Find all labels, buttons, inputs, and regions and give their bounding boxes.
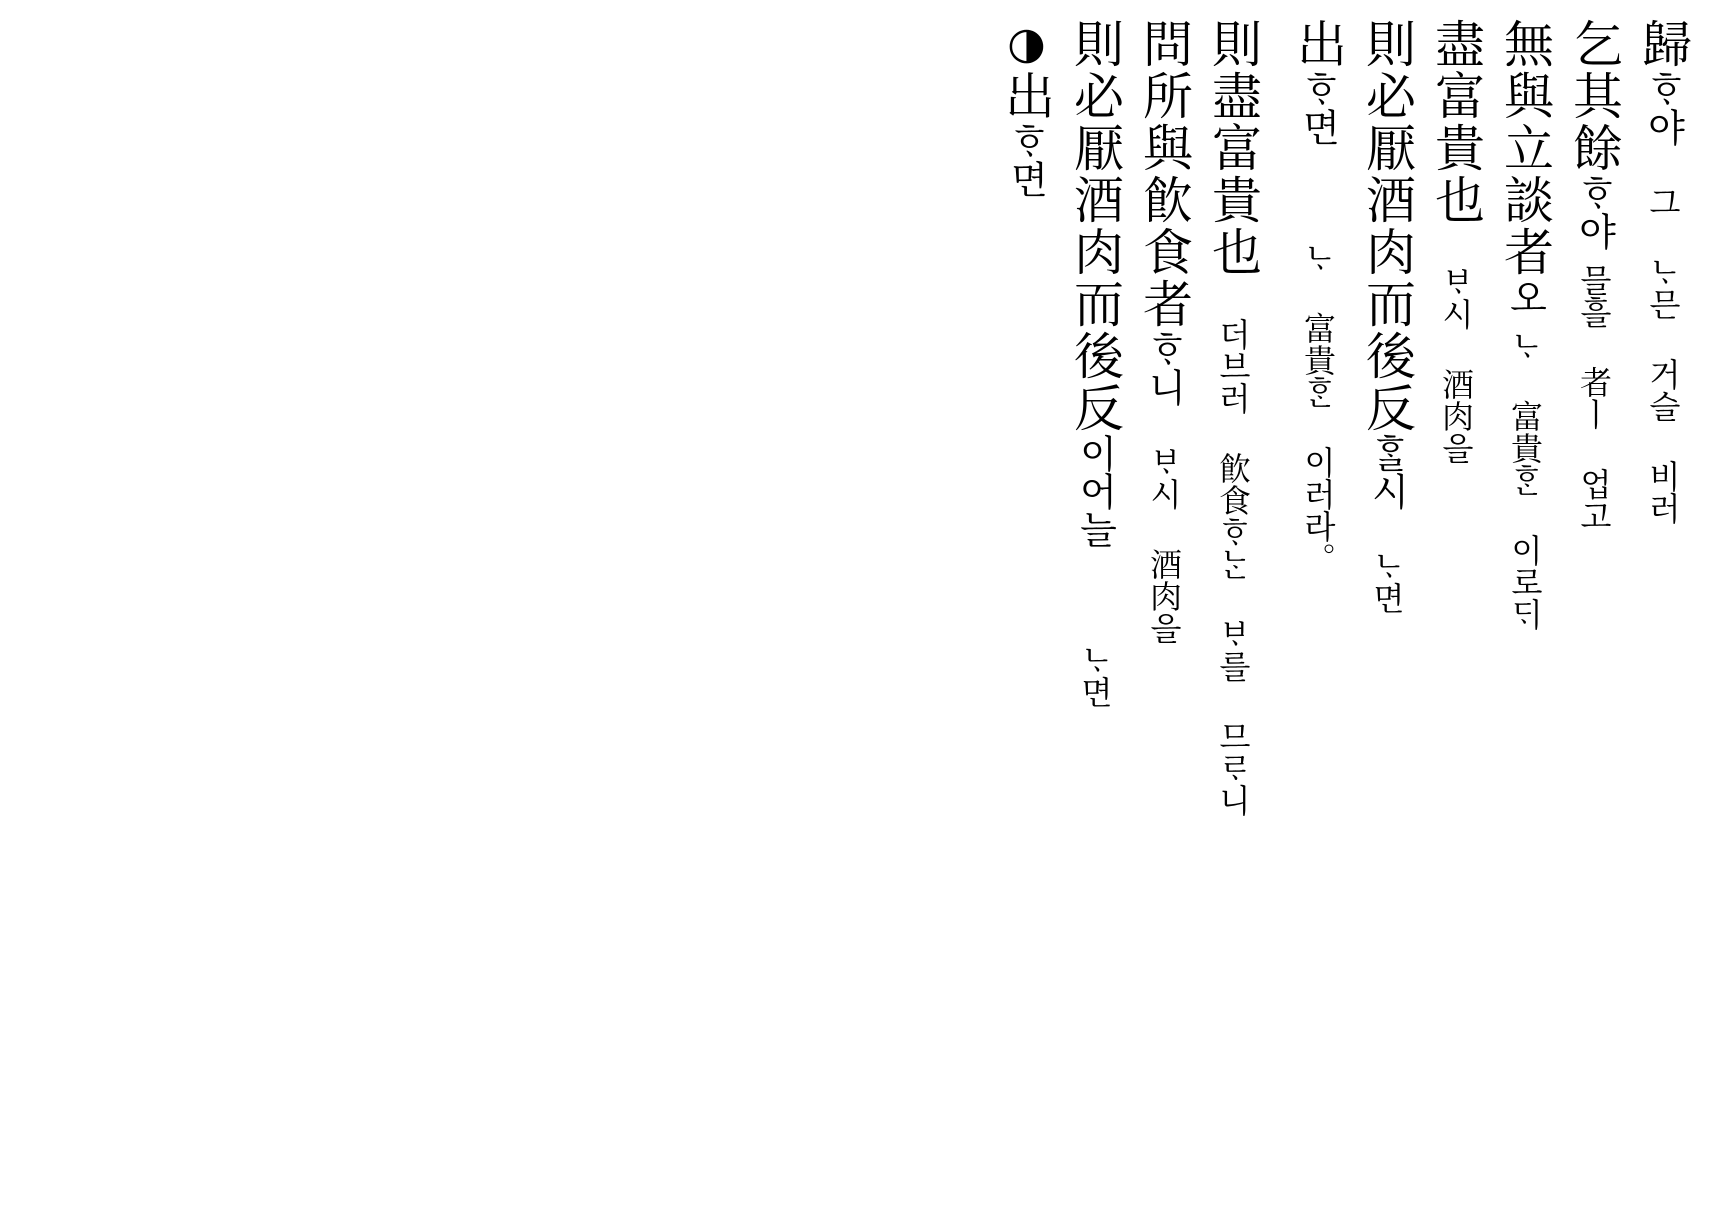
hangul-gloss: ᄇᆞ시 酒肉을 [1437,266,1475,464]
hanja-segment: 出 [1289,18,1347,70]
text-column [1565,18,1623,1168]
hanja-segment: 乞其餘 [1565,18,1623,174]
hanja-segment: 出 [997,70,1055,122]
hangul-gloss: 더브러 飮食ᄒᆞᄂᆞᆫ ᄇᆞ를 므ᄅᆞ니 [1214,318,1252,816]
section-marker-icon: ◑ [1001,18,1052,70]
text-column [997,18,1055,1168]
text-column [1358,18,1416,1168]
text-column [1427,18,1485,1168]
text-column [1634,18,1692,1168]
hangul-gloss: ᄇᆞ시 酒肉을 [1145,446,1183,644]
hangul-gloss: ᄂᆞ면 [1076,644,1114,708]
text-column [1496,18,1554,1168]
vertical-text-body [996,18,1692,1178]
hangul-gloss: 믈흘 者ㅣ 업고 [1575,264,1613,532]
text-column [1289,18,1347,1168]
hanja-segment: 則盡富貴也 [1204,18,1262,278]
text-column [1135,18,1193,1168]
hangul-segment: 오 [1503,278,1547,316]
hanja-segment: 問所與飮食者 [1135,18,1193,330]
hanja-segment: 則必厭酒肉而後反 [1066,18,1124,434]
hangul-segment: ᄒᆞ니 [1142,330,1186,406]
hangul-gloss: ᄂᆞ면 [1368,550,1406,614]
hanja-segment: 則必厭酒肉而後反 [1358,18,1416,434]
hangul-segment: ᄒᆞᆯ시 [1365,434,1409,510]
text-column [1204,18,1262,1168]
hangul-segment: 이어늘 [1073,434,1117,548]
hangul-gloss: ᄂᆞ 富貴ᄒᆞᆫ 이로ᄃᆡ [1506,330,1544,630]
hanja-segment: 盡富貴也 [1427,18,1485,226]
text-column [1066,18,1124,1168]
hangul-segment: ᄒᆞ야 [1572,174,1616,250]
hangul-segment: ᄒᆞ면 [1004,122,1048,198]
hanja-segment: 無與立談者 [1496,18,1554,278]
hangul-segment: ᄒᆞ면 [1296,70,1340,146]
hangul-gloss: ᄂᆞ 富貴ᄒᆞᆫ 이러라。 [1299,242,1337,574]
hangul-segment: ᄒᆞ야 [1641,70,1685,146]
hanja-segment: 歸 [1634,18,1692,70]
hangul-gloss: 그 ᄂᆞ믄 거슬 비러 [1644,186,1682,524]
